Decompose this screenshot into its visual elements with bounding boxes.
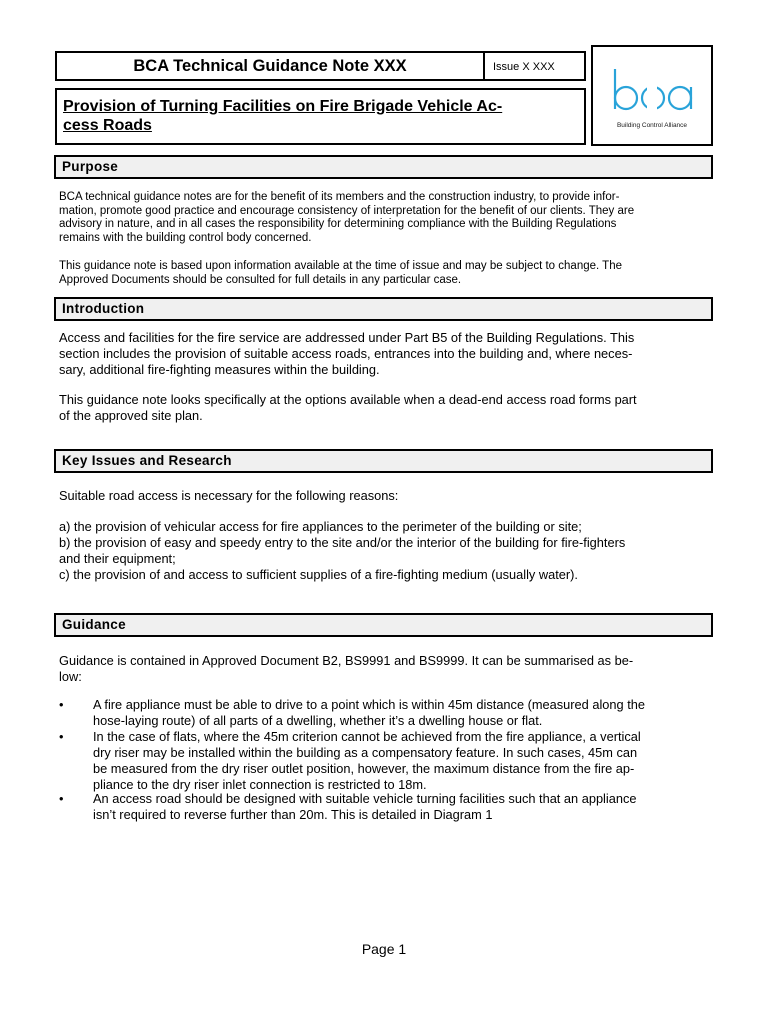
document-subtitle	[55, 88, 586, 145]
guidance-heading: Guidance	[54, 613, 713, 637]
key-issues-heading: Key Issues and Research	[54, 449, 713, 473]
issue-label: Issue X XXX	[483, 51, 586, 81]
bullet-icon: •	[59, 729, 64, 744]
introduction-paragraph-1: Access and facilities for the fire service are addressed under Part B5 of the Building Regulations. This section includes the provision of suitable access roads, entrances into the building and, where neces- sary, additional fire-fighting measures within the building.	[59, 330, 635, 377]
guidance-bullet-3: • An access road should be designed with suitable vehicle turning facilities such that an appliance isn’t required to reverse further than 20m. This is detailed in Diagram 1	[59, 791, 637, 822]
subtitle-line-2: cess Roads	[63, 117, 152, 134]
bullet-icon: •	[59, 697, 64, 712]
document-title: BCA Technical Guidance Note XXX	[55, 51, 485, 81]
guidance-bullet-1: • A fire appliance must be able to drive to a point which is within 45m distance (measured along the hose-laying route) of all parts of a dwelling, whether it’s a dwelling house or flat.	[59, 697, 645, 728]
guidance-intro: Guidance is contained in Approved Document B2, BS9991 and BS9999. It can be summarised as be- low:	[59, 653, 634, 684]
purpose-paragraph-1: BCA technical guidance notes are for the benefit of its members and the construction industry, to provide infor- mation, promote good practice and encourage consistency of interpretation for the benefit of our clients. They are advisory in nature, and in all cases the responsibility for determining compliance with the Building Regulations remains with the building control body concerned.	[59, 191, 635, 244]
bca-logo-icon	[593, 47, 711, 144]
subtitle-line-1: Provision of Turning Facilities on Fire Brigade Vehicle Ac-	[63, 98, 503, 115]
list-item: a) the provision of vehicular access for fire appliances to the perimeter of the building or site;	[59, 519, 582, 534]
key-issues-intro: Suitable road access is necessary for the following reasons:	[59, 488, 399, 503]
guidance-bullet-2: • In the case of flats, where the 45m criterion cannot be achieved from the fire appliance, a vertical dry riser may be installed within the building as a compensatory feature. In such cases, 45m can be measured from the dry riser outlet position, however, the maximum distance from the fire ap- pliance to the dry riser inlet connection is restricted to 18m.	[59, 729, 641, 792]
key-issues-list	[59, 519, 704, 583]
list-item: c) the provision of and access to sufficient supplies of a fire-fighting medium (usually water).	[59, 567, 578, 582]
bca-logo	[591, 45, 713, 146]
introduction-paragraph-2: This guidance note looks specifically at the options available when a dead-end access road forms part of the approved site plan.	[59, 392, 637, 423]
logo-caption: Building Control Alliance	[616, 122, 688, 129]
introduction-heading: Introduction	[54, 297, 713, 321]
list-item: b) the provision of easy and speedy entry to the site and/or the interior of the building for fire-fighters	[59, 535, 626, 550]
page-number: Page 1	[361, 941, 407, 957]
purpose-paragraph-2: This guidance note is based upon information available at the time of issue and may be subject to change. The Approved Documents should be consulted for full details in any particular case.	[59, 260, 623, 286]
bullet-icon: •	[59, 791, 64, 806]
purpose-heading: Purpose	[54, 155, 713, 179]
list-item: and their equipment;	[59, 551, 176, 566]
